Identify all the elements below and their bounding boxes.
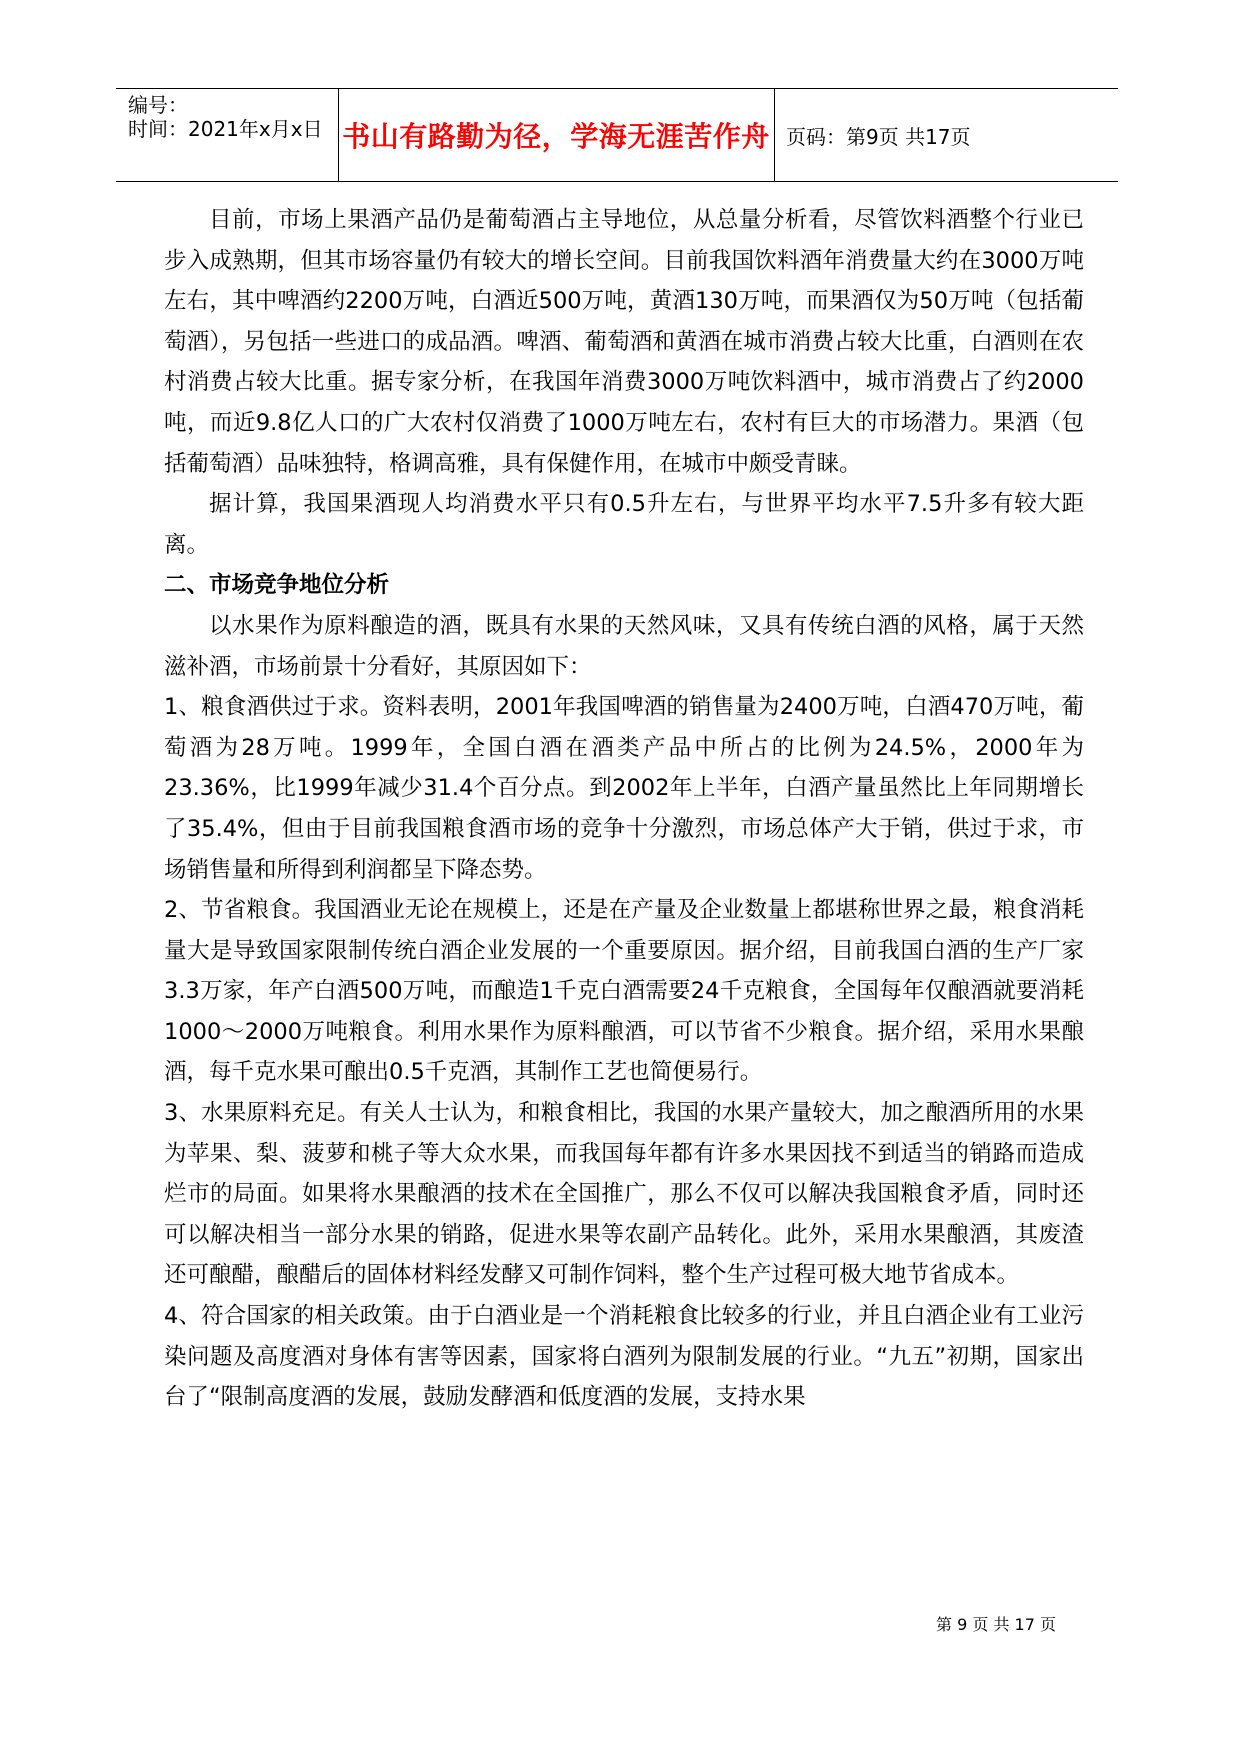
paragraph: 以水果作为原料酿造的酒，既具有水果的天然风味，又具有传统白酒的风格，属于天然滋补酒，市场前景十分看好，其原因如下： <box>164 612 1084 680</box>
list-item: 3、水果原料充足。有关人士认为，和粮食相比，我国的水果产量较大，加之酿酒所用的水果为苹果、梨、菠萝和桃子等大众水果，而我国每年都有许多水果因找不到适当的销路而造成烂市的局面。如果将水果酿酒的技术在全国推广，那么不仅可以解决我国粮食矛盾，同时还可以解决相当一部分水果的销路，促进水果等农副产品转化。此外，采用水果酿酒，其废渣还可酿醋，酿醋后的固体材料经发酵又可制作饲料，整个生产过程可极大地节省成本。 <box>164 1100 1084 1289</box>
document-number-label: 编号： <box>128 93 188 117</box>
header-page-number: 页码：第9页 共17页 <box>786 124 971 149</box>
list-item: 4、符合国家的相关政策。由于白酒业是一个消耗粮食比较多的行业，并且白酒企业有工业污染问题及高度酒对身体有害等因素，国家将白酒列为限制发展的行业。“九五”初期，国家出台了“限制高度酒的发展，鼓励发酵酒和低度酒的发展，支持水果 <box>164 1303 1084 1411</box>
paragraph: 目前，市场上果酒产品仍是葡萄酒占主导地位，从总量分析看，尽管饮料酒整个行业已步入成熟期，但其市场容量仍有较大的增长空间。目前我国饮料酒年消费量大约在3000万吨左右，其中啤酒约2200万吨，白酒近500万吨，黄酒130万吨，而果酒仅为50万吨（包括葡萄酒），另包括一些进口的成品酒。啤酒、葡萄酒和黄酒在城市消费占较大比重，白酒则在农村消费占较大比重。据专家分析，在我国年消费3000万吨饮料酒中，城市消费占了约2000吨，而近9.8亿人口的广大农村仅消费了1000万吨左右，农村有巨大的市场潜力。果酒（包括葡萄酒）品味独特，格调高雅，具有保健作用，在城市中颇受青睐。 <box>164 207 1084 477</box>
section-heading: 二、市场竞争地位分析 <box>164 572 390 599</box>
page-header <box>116 88 1118 182</box>
page-footer: 第 9 页 共 17 页 <box>936 1615 1056 1634</box>
list-item: 1、粮食酒供过于求。资料表明，2001年我国啤酒的销售量为2400万吨，白酒470万吨，葡萄酒为28万吨。1999年，全国白酒在酒类产品中所占的比例为24.5%，2000年为23.36%，比1999年减少31.4个百分点。到2002年上半年，白酒产量虽然比上年同期增长了35.4%，但由于目前我国粮食酒市场的竞争十分激烈，市场总体产大于销，供过于求，市场销售量和所得到利润都呈下降态势。 <box>164 694 1084 883</box>
header-motto: 书山有路勤为径，学海无涯苦作舟 <box>342 120 770 153</box>
document-body <box>164 200 1084 1418</box>
list-item: 2、节省粮食。我国酒业无论在规模上，还是在产量及企业数量上都堪称世界之最，粮食消耗量大是导致国家限制传统白酒企业发展的一个重要原因。据介绍，目前我国白酒的生产厂家3.3万家，年产白酒500万吨，而酿造1千克白酒需要24千克粮食，全国每年仅酿酒就要消耗1000～2000万吨粮食。利用水果作为原料酿酒，可以节省不少粮食。据介绍，采用水果酿酒，每千克水果可酿出0.5千克酒，其制作工艺也简便易行。 <box>164 897 1084 1086</box>
paragraph: 据计算，我国果酒现人均消费水平只有0.5升左右，与世界平均水平7.5升多有较大距离。 <box>164 491 1084 558</box>
document-time-label: 时间：2021年x月x日 <box>128 117 323 141</box>
